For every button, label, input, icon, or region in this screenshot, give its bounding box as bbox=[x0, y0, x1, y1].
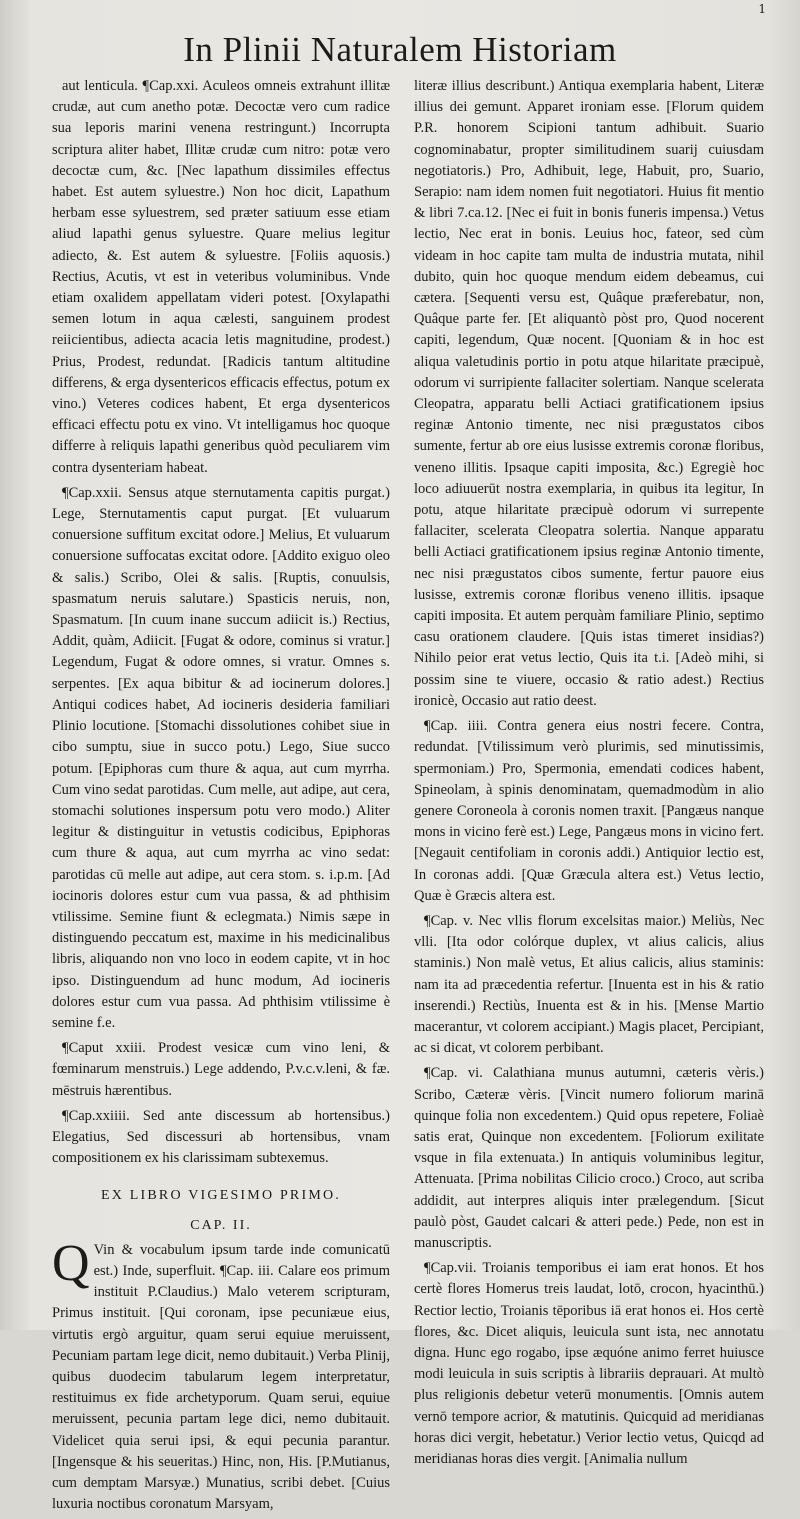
para-caput-xxiii: ¶Caput xxiii. Prodest vesicæ cum vino leni, & fœminarum menstruis.) Lege addendo, P.v.c.v.leni, & fæ. mēstruis hærentibus. bbox=[52, 1040, 390, 1099]
para-cap-iiii: ¶Cap. iiii. Contra genera eius nostri fecere. Contra, redundat. [Vtilissimum verò plurimis, sed minutissimis, spermoniam.) Pro, Spermonia, emendati codices habent, Spineolam, à spinis denominatam, quemadmodùm in alio genere Coroneola à coronis nomen traxit. [Pangæus nanque mons in vicino ferè est.) Lege, Pangæus mons in vicino fert. [Negauit centifoliam in coronis addi.) Antiquior lectio est, In coronas addi. [Quæ Græcula altera est.) Vetus lectio, Quæ è Græcis altera est. bbox=[414, 718, 764, 904]
running-head: In Plinii Naturalem Historiam bbox=[183, 30, 617, 69]
para-cap-xxiiii: ¶Cap.xxiiii. Sed ante discessum ab hortensibus.) Elegatius, Sed discessuri ab hortensibus, vnam compositionem ex his clarissimam subtexemus. bbox=[52, 1107, 390, 1167]
drop-capital: Q bbox=[52, 1234, 90, 1292]
para-cap-v: ¶Cap. v. Nec vllis florum excelsitas maior.) Meliùs, Nec vlli. [Ita odor colórque duplex, vt alius calicis, alius staminis.) Non malè vetus, Et alius calicis, alius staminis: nam ita ad præcedentia refertur. [Inuenta est in his & ratio inserendi.) Rectiùs, Inuenta est & in his. [Mense Martio macerantur, vt colorem accipiant.) Magis placet, Percipiant, ac si dicat, vt colorem perbibant. bbox=[414, 912, 764, 1057]
para-litera: literæ illius describunt.) Antiqua exemplaria habent, Literæ illius dei gemunt. Apparet ironiam esse. [Florum quidem P.R. honorem Scipioni tantum adhibuit. Suario cognominabatur, propter similitudinem suarij cuiusdam negotiatoris.) Pro, Adhibuit, lege, Habuit, pro, Suario, Serapio: nam idem nomen fuit negotiatori. Huius fit mentio & libri 7.ca.12. [Nec ei fuit in bonis funeris impensa.) Vetus lectio, Nec erat in bonis. Leuius hoc, fateor, sed cùm videam in hoc capite tam multa de industria mutata, nihil dubito, quin hoc quoque mendum eidem debeamus, cui cætera. [Sequenti versu est, Quâque præferebatur, non, Quâque parte fer. [Et aliquantò pòst pro, Quod nocerent capiti, legendum, Quæ nocent. [Quoniam & in hoc est aliqua valetudinis portio in potu atque hilaritate præcipuè, odorum vi surripiente fallaciter solertiam. Nanque scelerata Cleopatra, apparatu belli Actiaci gratificationem ipsius reginæ Antonio timente, nec nisi prægustatos cibos sumente, fertur ab ore eius lusisse extremis coronæ floribus, veneno illitis. Ipsaque capiti imposita, &c.) Egregiè hoc loco adiuuerūt nostra exemplaria, in quibus ita legitur, In potu, atque hilaritate præcipuè odorum vi surrepente fallaciter, scelerata Cleopatra solertia. Nanque apparatu belli Actiaci gratificationem ipsius reginæ Antonio timente, nec nisi prægustatos cibos sumente, fertur pauore eius lusisse, extremis coronæ floribus veneno illitis. ipsaque capiti imposita. Et autem perquàm familiare Plinio, septimo casu orationem claudere. [Quis istas timeret insidias?) Nihilo peior erat vetus lectio, Quis ita t.i. [Adeò mihi, si possim sine te viuere, occasio & ratio adest.) Rectius ironicè, Occasio aut ratio deest. bbox=[414, 78, 764, 709]
para-lenticula: aut lenticula. ¶Cap.xxi. Aculeos omneis extrahunt illitæ crudæ, aut cum anetho potæ. Decoctæ vero cum radice sua leporis marini venena restringunt.) Incorrupta scriptura aliter habet, Illitæ crudæ cum nitro: potæ vero decoctæ cum, &c. [Nec lapathum dissimiles effectus habet. Est autem syluestre.) Non hoc dicit, Lapathum herbam esse syluestrem, sed præter satiuum esse etiam aliud lapathi genus syluestre. Quare melius legitur adiecto, &. Est autem & syluestre. [Foliis aquosis.) Rectius, Acutis, vt est in veteribus voluminibus. Vnde etiam oxalidem appellatam videri potest. [Oxylapathi semen lotum in aqua cælesti, sanguinem prodest reiicientibus, adiecta acacia letis magnitudine, prodest.) Prius, Prodest, redundat. [Radicis tantum altitudine differens, & erga dysentericos efficacis effectus, potum ex vino.) Veteres codices habent, Et erga dysentericos efficaci effectu potu ex vino. Vt intelligamus hoc quoque differre à reliquis lapathi generibus quòd peculiarem vim contra dysenteriam habeat. bbox=[52, 78, 390, 476]
para-quin-vocabulum-wrap bbox=[52, 1234, 390, 1516]
para-cap-vii: ¶Cap.vii. Troianis temporibus ei iam erat honos. Et hos certè flores Homerus treis laudat, lotō, crocon, hyacinthū.) Rectior lectio, Troianis tēporibus iā erat honos ei. Hos certè flores, &c. Dicet aliquis, leuicula sunt ista, nec annotatu digna. Hunc ego rogabo, ipse æquóne animo ferret huiusce modi leuicula in suis scriptis à librariis deprauari. At multò plus religionis debetur veterū monumentis. [Omnis autem vernō tempore acrior, & matutinis. Quicquid ad meridianas horas dici vergit, hebetatur.) Verior lectio vetus, Quicqd ad meridianas horas dies vergit. [Animalia nullum bbox=[414, 1260, 764, 1467]
page-number: 1 bbox=[758, 2, 766, 16]
left-column bbox=[52, 76, 390, 1519]
para-cap-vi: ¶Cap. vi. Calathiana munus autumni, cæteris vèris.) Scribo, Cæteræ vèris. [Vincit numero foliorum marinā quinque folia non excedentem.) Quid opus repetere, Foliaè satis erat, Quinque non excedentem. [Foliorum exilitate vsque in fila extenuata.) In antiquis voluminibus legitur, Attenuata. [Prima nobilitas Cilicio croco.) Croco, aut scriba addidit, aut interpres aliquis inter prælegendum. [Sicut paulò pòst, Gaudet calcari & atteri pede.) Pede, non est in manuscriptis. bbox=[414, 1065, 764, 1251]
section-heading: EX LIBRO VIGESIMO PRIMO. bbox=[101, 1188, 341, 1204]
right-column bbox=[414, 76, 764, 1474]
cap-heading: CAP. II. bbox=[190, 1217, 252, 1233]
para-cap-xxii: ¶Cap.xxii. Sensus atque sternutamenta capitis purgat.) Lege, Sternutamentis caput purgat. [Et vuluarum conuersione suffitum excitat odore.] Melius, Et vuluarum conuersione suffocatas excitat odore. [Addito exiguo oleo & salis.) Scribo, Olei & salis. [Ruptis, conuulsis, spasmatum neruis salutare.) Spasticis neruis, non, Spasmatum. [In cuum inane succum adiicit is.) Rectius, Addit, quàm, Adiicit. [Fugat & odore, cominus si vratur.] Legendum, Fugat & odore omnes, si vratur. Omnes s. serpentes. [Ex aqua bibitur & ad iocinerum dolores.] Antiqui codices habet, Ad iocineris desideria familiari Plinio locutione. [Stomachi dissolutiones cohibet siue in cibo sumptu, siue in succo potu.) Lego, Siue succo potum. [Epiphoras cum thure & aqua, aut cum myrrha. Cum vino sedat parotidas. Cum melle, aut adipe, aut cera, stomachi solutiones inspersum potu vero modo.) Aliter legitur & distinguitur in vetustis codicibus, Epiphoras cum thure & aqua, aut cum myrrha ac vino sedat: parotidas cū melle aut adipe, aut cera stom. s. i.p.m. [Ad iocinoris dolores estur cum vua passa, & ad phthisim vtilissime. Semine fiunt & eclegmata.) Nimis sæpe in distinguendo peccatum est, maxime in his medicinalibus libris, aliquando non vno loco in eodem capite, vt in hoc ipso. Distinguendum ad hunc modum, Ad iocineris dolores estur cum vua passa. Ad phthisim vtilissime è semine f.e. bbox=[52, 484, 390, 1031]
para-quin-vocabulum: Vin & vocabulum ipsum tarde inde comunicatū est.) Inde, superfluit. ¶Cap. iii. Calare eos primum instituit P.Claudius.) Malo veterem scripturam, Primus instituit. [Qui coronam, ipse pecuniæue eius, virtutis ergò arguitur, quam serui equiue meruissent, Pecuniam partam lege dicit, nemo dubitauit.) Verba Plinij, quibus duodecim tabularum legem interpretatur, restituimus ex fide archetyporum. Quam serui, equiue meruissent, pecunia partam lege dici, nemo dubitauit. Videlicet quia serui ipsi, & equi pecunia parantur. [Ingensque & his seueritas.) Hinc, non, His. [P.Mutianus, cum demptam Marsyæ.) Munatius, scribi debet. [Cuius luxuria noctibus coronatum Marsyam, bbox=[52, 1241, 390, 1513]
